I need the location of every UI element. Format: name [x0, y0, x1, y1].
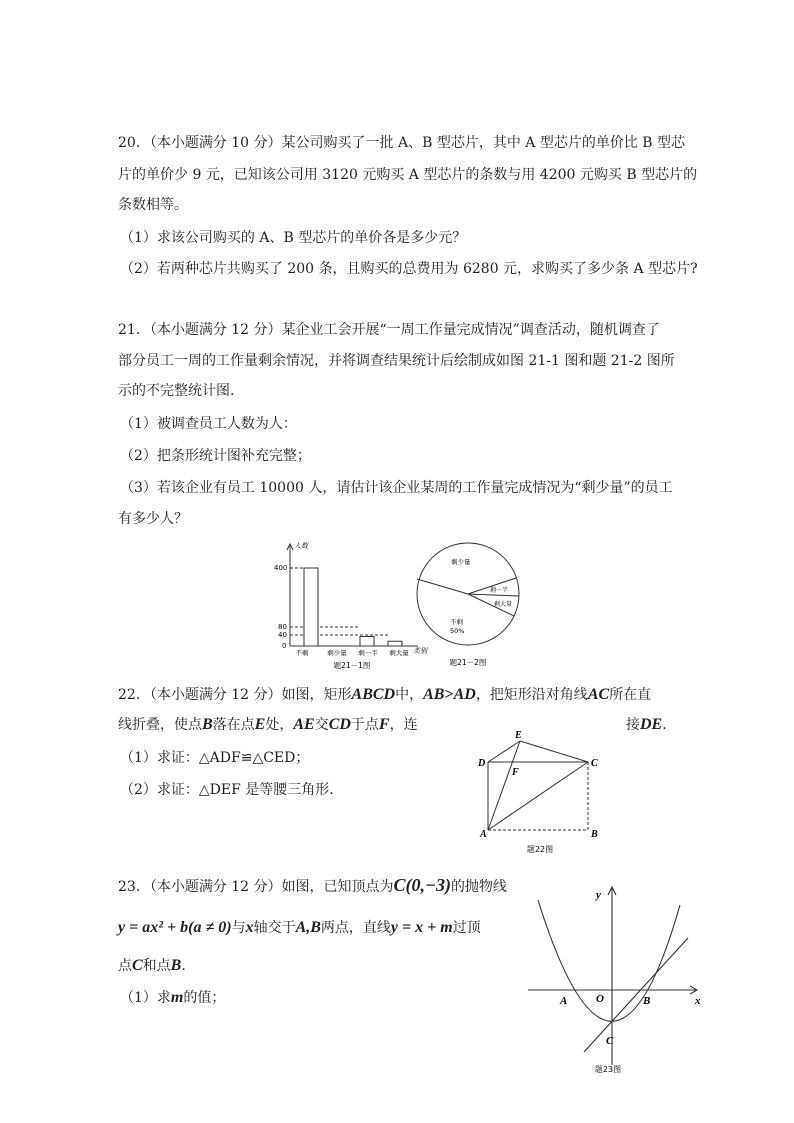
q22-math: B — [202, 716, 213, 733]
q22-line-2 — [118, 715, 418, 735]
bar-chart-caption: 题21－1图 — [333, 661, 371, 670]
pt-label-C: C — [591, 758, 598, 769]
cat-label-3: 剩一半 — [358, 649, 378, 657]
q23-math: x — [245, 919, 254, 936]
bar-chart-21-1 — [268, 538, 428, 670]
q22-math: AE — [293, 716, 315, 733]
q23-text: 23．（本小题满分 12 分）如图，已知顶点为 — [118, 879, 394, 895]
q22-subq-1: （1）求证：△ADF≌△CED； — [120, 750, 310, 766]
q22-math: DE — [640, 716, 663, 733]
q22-subq-2: （2）求证：△DEF 是等腰三角形. — [120, 782, 334, 798]
q23-line-2 — [118, 918, 481, 938]
q23-text: . — [181, 958, 186, 974]
seg-EC — [520, 741, 588, 762]
q23-math: B — [170, 957, 182, 974]
pie-chart-caption: 题21－2图 — [449, 658, 487, 667]
q22-text: 中， — [395, 687, 424, 703]
q21-subq-3: （3）若该企业有员工 10000 人，请估计该企业某周的工作量完成情况为“剩少量”的员工 — [120, 480, 673, 496]
q23-math: A,B — [295, 919, 321, 936]
seg-DE — [488, 741, 520, 762]
q21-line-3: 示的不完整统计图. — [118, 383, 235, 399]
q22-math: CD — [328, 716, 351, 733]
pie-label-1: 剩少量 — [451, 558, 471, 566]
q22-text: 线折叠，使点 — [118, 717, 202, 733]
figure-23-caption: 题23图 — [594, 1065, 622, 1074]
tick-400: 400 — [274, 564, 288, 572]
q23-text: 的值； — [183, 990, 226, 1006]
cat-label-2: 剩少量 — [327, 649, 347, 657]
q23-text: 轴交于 — [253, 920, 296, 936]
q23-text: 和点 — [142, 958, 171, 974]
q22-math: AD — [453, 686, 476, 703]
q23-text: （1）求 — [120, 990, 171, 1006]
q21-subq-2: （2）把条形统计图补充完整； — [120, 448, 311, 464]
pt-label-F: F — [512, 767, 519, 778]
q23-text: 两点，直线 — [320, 920, 391, 936]
bar-chart-ylabel: 人数 — [294, 542, 308, 550]
figure-22-caption: 题22图 — [526, 845, 554, 854]
bar-chart-xlabel: 类别 — [413, 647, 427, 655]
tick-80: 80 — [278, 623, 287, 631]
q20-line-3: 条数相等。 — [118, 197, 188, 213]
q23-math: C(0,−3) — [393, 875, 451, 895]
pie-label-3: 剩大量 — [494, 601, 513, 608]
bar-3 — [360, 637, 374, 647]
q23-text: 过顶 — [452, 920, 481, 936]
cat-label-1: 不剩 — [295, 649, 309, 657]
pt-label-D: D — [478, 758, 486, 769]
bar-4 — [388, 641, 402, 646]
q23-math: m — [170, 989, 184, 1006]
q21-subq-3-cont: 有多少人？ — [118, 511, 188, 527]
q20-line-2: 片的单价少 9 元，已知该公司用 3120 元购买 A 型芯片的条数与用 4200 元购买 B 型芯片的 — [118, 167, 698, 183]
seg-AE — [488, 741, 520, 830]
bar-1 — [304, 568, 318, 646]
seg-AC — [488, 762, 588, 830]
q22-math: > — [444, 686, 454, 703]
q22-math: ABCD — [351, 686, 396, 703]
pt-label-A: A — [480, 829, 487, 840]
q22-text: 处， — [265, 717, 294, 733]
pt-label-A: A — [560, 995, 568, 1007]
q23-math: y = x + m — [390, 919, 453, 936]
pt-label-C: C — [606, 1035, 614, 1047]
q23-math: C — [132, 957, 143, 974]
q22-text: . — [662, 717, 667, 733]
q22-math: AB — [423, 686, 445, 703]
q20-subq-1: （1）求该公司购买的 A、B 型芯片的单价各是多少元？ — [120, 230, 467, 246]
q23-line-1 — [118, 875, 507, 897]
pt-label-E: E — [515, 730, 522, 741]
pt-label-B: B — [643, 995, 651, 1007]
q23-math: y = ax² + b(a ≠ 0) — [118, 919, 232, 936]
q20-line-1: 20．（本小题满分 10 分）某公司购买了一批 A、B 型芯片，其中 A 型芯片的单价比 B 型芯 — [118, 135, 686, 151]
tick-40: 40 — [278, 631, 287, 639]
q22-text: 所在直 — [609, 687, 652, 703]
q22-text: 落在点 — [212, 717, 255, 733]
q23-line-3 — [118, 956, 186, 976]
q23-text: 点 — [118, 958, 132, 974]
q22-text: 22．（本小题满分 12 分）如图，矩形 — [118, 687, 352, 703]
q23-text: 的抛物线 — [450, 879, 507, 895]
q22-math: F — [378, 716, 390, 733]
pt-label-O: O — [596, 993, 604, 1005]
tick-0: 0 — [282, 642, 287, 650]
q22-line-2-end — [626, 715, 667, 735]
q22-text: 交 — [314, 717, 329, 733]
axis-label-y: y — [596, 889, 601, 901]
cat-label-4: 剩大量 — [389, 649, 409, 657]
figure-23 — [520, 880, 710, 1080]
q23-subq-1 — [120, 988, 225, 1008]
pie-chart-21-2 — [410, 534, 534, 668]
q20-subq-2: （2）若两种芯片共购买了 200 条，且购买的总费用为 6280 元，求购买了多少条 A 型芯片? — [120, 261, 698, 277]
figure-22 — [470, 700, 610, 858]
q22-text: ，把矩形沿对角线 — [475, 687, 588, 703]
q22-text: ，连 — [389, 717, 418, 733]
q22-math: AC — [587, 686, 610, 703]
q23-text: 与 — [231, 920, 246, 936]
q21-subq-1: （1）被调查员工人数为人： — [120, 416, 297, 432]
axis-label-x: x — [695, 995, 701, 1007]
q21-line-1: 21．（本小题满分 12 分）某企业工会开展“一周工作量完成情况”调查活动，随机调查了 — [118, 322, 660, 338]
pt-label-B: B — [591, 829, 598, 840]
pie-label-4: 不剩 — [450, 618, 463, 626]
q22-text: 于点 — [350, 717, 379, 733]
q21-line-2: 部分员工一周的工作量剩余情况，并将调查结果统计后绘制成如图 21-1 图和题 21-2 图所 — [118, 353, 675, 369]
pie-label-2: 剩一半 — [490, 587, 509, 594]
pie-label-4-value: 50% — [450, 627, 465, 635]
q22-math: E — [254, 716, 266, 733]
q22-text: 接 — [626, 717, 640, 733]
